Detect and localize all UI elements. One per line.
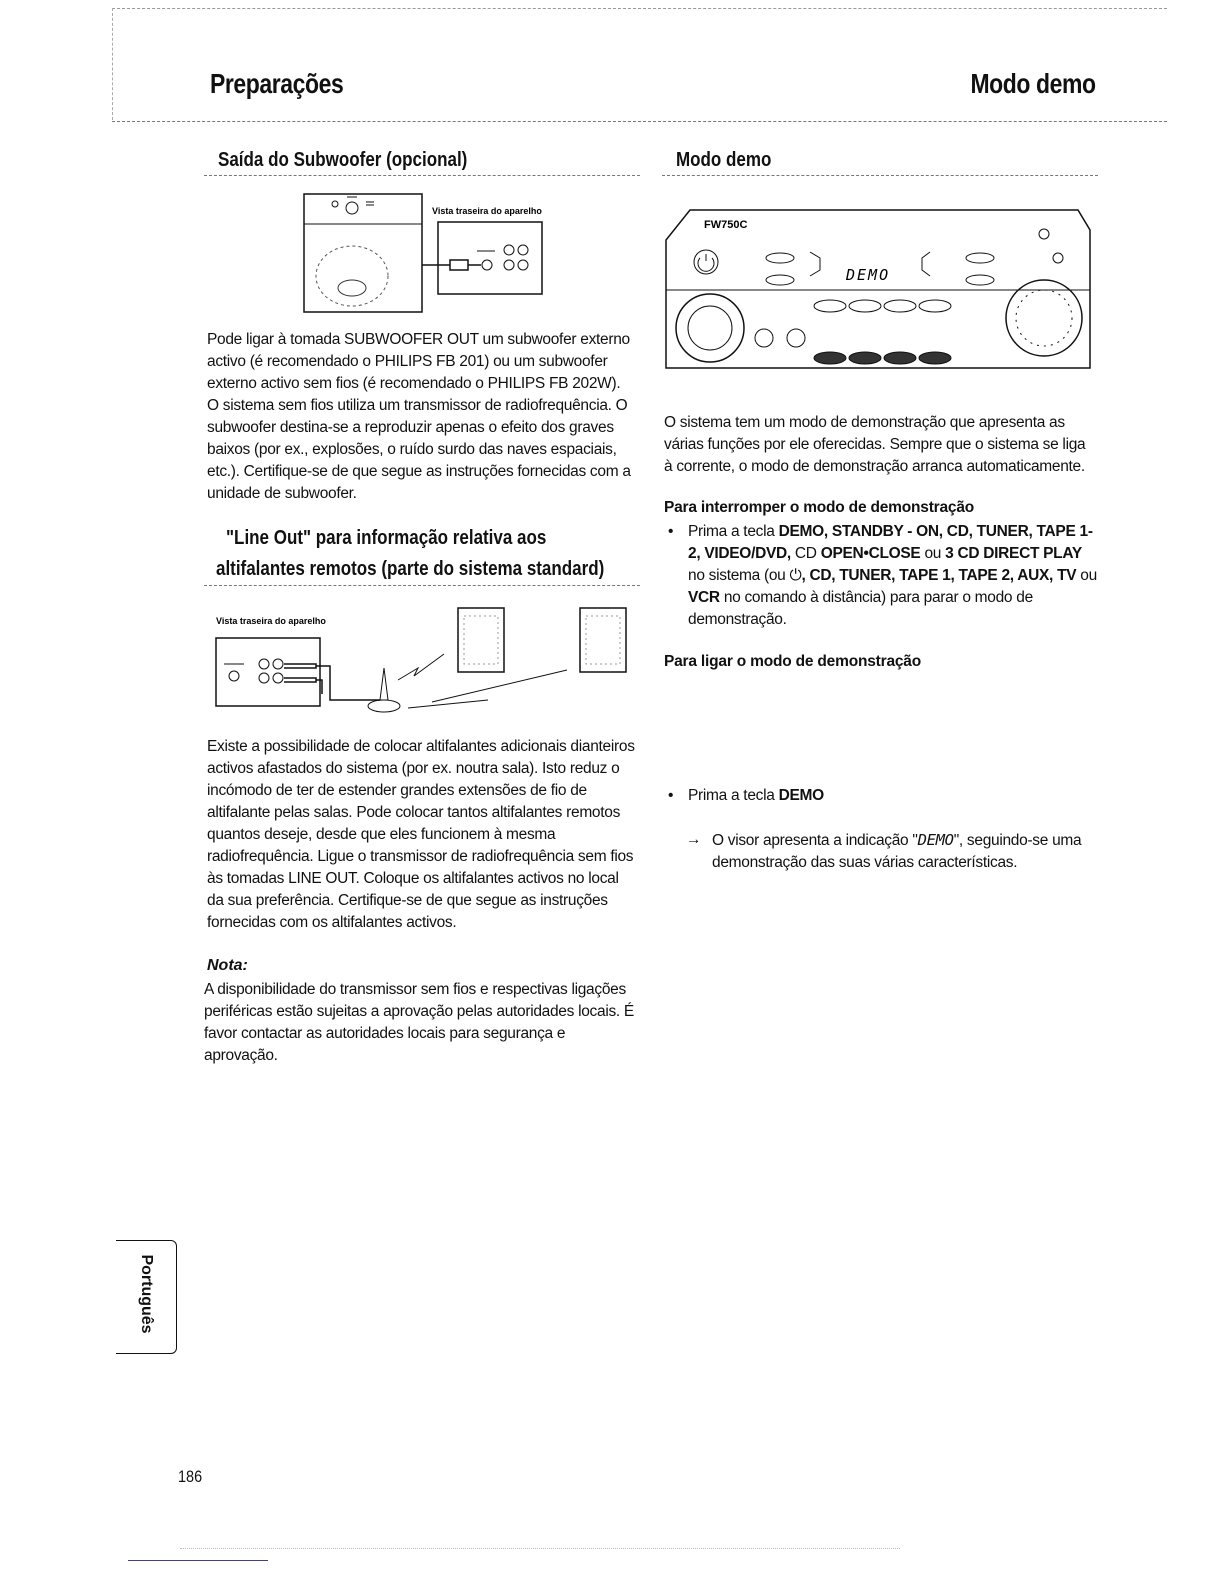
start-demo-result: → O visor apresenta a indicação "DEMO", seguindo-se uma demonstração das suas várias características. xyxy=(686,831,1082,871)
header-right-title: Modo demo xyxy=(970,68,1096,99)
header-rule xyxy=(112,121,1167,122)
lineout-cable xyxy=(316,666,380,700)
device-model: FW750C xyxy=(704,219,748,231)
lineout-figure-label: Vista traseira do aparelho xyxy=(216,616,326,626)
jog-control[interactable] xyxy=(676,294,744,362)
demo-display-glyph: DEMO xyxy=(917,831,954,849)
page-number: 186 xyxy=(178,1467,203,1486)
start-demo-heading: Para ligar o modo de demonstração xyxy=(664,653,921,670)
volume-knob[interactable] xyxy=(1006,280,1082,356)
lineout-body: Existe a possibilidade de colocar altifalantes adicionais dianteiros activos afastados do sistema (por ex. noutra sala). Isto reduz o incómodo de ter de estender grandes extensões de fio de altifalante pelas salas. Pode colocar tantos altifalantes remotos quantos deseje, desde que eles funcionem à mesma radiofrequência. Ligue o transmissor de radiofrequência sem fios às tomadas LINE OUT. Coloque os altifalantes activos no local da sua preferência. Certifique-se de que segue as instruções fornecidas com os altifalantes activos. xyxy=(207,738,635,931)
subwoofer-body: Pode ligar à tomada SUBWOOFER OUT um subwoofer externo activo (é recomendado o PHILIPS FB 201) ou um subwoofer externo activo sem fios (é recomendado o PHILIPS FB 202W). O sistema sem fios utiliza um transmissor de radiofrequência. O subwoofer destina-se a reproduzir apenas o efeito dos graves baixos (por ex., explosões, o ruído surdo das naves espaciais, etc.). Certifique-se de que segue as instruções fornecidas com a unidade de subwoofer. xyxy=(207,331,631,502)
note-label: Nota: xyxy=(207,957,248,974)
subwoofer-figure-label: Vista traseira do aparelho xyxy=(432,206,542,216)
demo-intro: O sistema tem um modo de demonstração que apresenta as várias funções por ele oferecidas. Sempre que o sistema se liga à corrente, o modo de demonstração arranca automaticamente. xyxy=(664,414,1086,475)
device-display-text: DEMO xyxy=(846,266,891,284)
lineout-title-rule xyxy=(204,585,640,586)
start-demo-bullet: • Prima a tecla DEMO xyxy=(664,785,1098,807)
note-body: A disponibilidade do transmissor sem fios e respectivas ligações periféricas estão sujeitas a aprovação pelas autoridades locais. É favor contactar as autoridades locais para segurança e aprovação. xyxy=(204,981,634,1064)
top-frame-rule xyxy=(112,8,1167,9)
lineout-title-line2: altifalantes remotos (parte do sistema standard) xyxy=(216,558,605,580)
subwoofer-unit xyxy=(304,194,422,312)
subwoofer-title-rule xyxy=(204,175,640,176)
subwoofer-figure xyxy=(300,192,550,314)
rear-panel xyxy=(438,222,542,294)
remote-speaker-1 xyxy=(458,608,504,672)
lineout-title-line1: "Line Out" para informação relativa aos xyxy=(226,527,547,549)
lineout-figure xyxy=(212,606,642,718)
remote-speaker-2 xyxy=(580,608,626,672)
stop-demo-heading: Para interromper o modo de demonstração xyxy=(664,499,975,516)
header-left-title: Preparações xyxy=(210,68,344,99)
subwoofer-cable xyxy=(422,260,481,270)
bottom-link-rule xyxy=(128,1560,268,1561)
demo-section-title: Modo demo xyxy=(676,149,772,171)
device-front-panel xyxy=(660,200,1100,380)
stop-demo-bullet: • Prima a tecla DEMO, STANDBY - ON, CD, TUNER, TAPE 1-2, VIDEO/DVD, CD OPEN•CLOSE ou 3 CD DIRECT PLAY no sistema (ou ⏻, CD, TUNER, TAPE 1, TAPE 2, AUX, TV ou VCR no comando à distância) para parar o modo de demonstração. xyxy=(668,523,1097,628)
transmitter xyxy=(368,700,400,712)
bullet-dot: • xyxy=(668,523,674,540)
language-tab-label: Português xyxy=(138,1254,155,1334)
bottom-noise xyxy=(180,1548,900,1549)
subwoofer-section-title: Saída do Subwoofer (opcional) xyxy=(218,149,468,171)
bullet-dot: • xyxy=(668,787,674,804)
power-icon: ⏻ xyxy=(789,567,802,584)
arrow-icon: → xyxy=(686,831,702,848)
left-frame-rule xyxy=(112,8,113,120)
demo-title-rule xyxy=(662,175,1098,176)
